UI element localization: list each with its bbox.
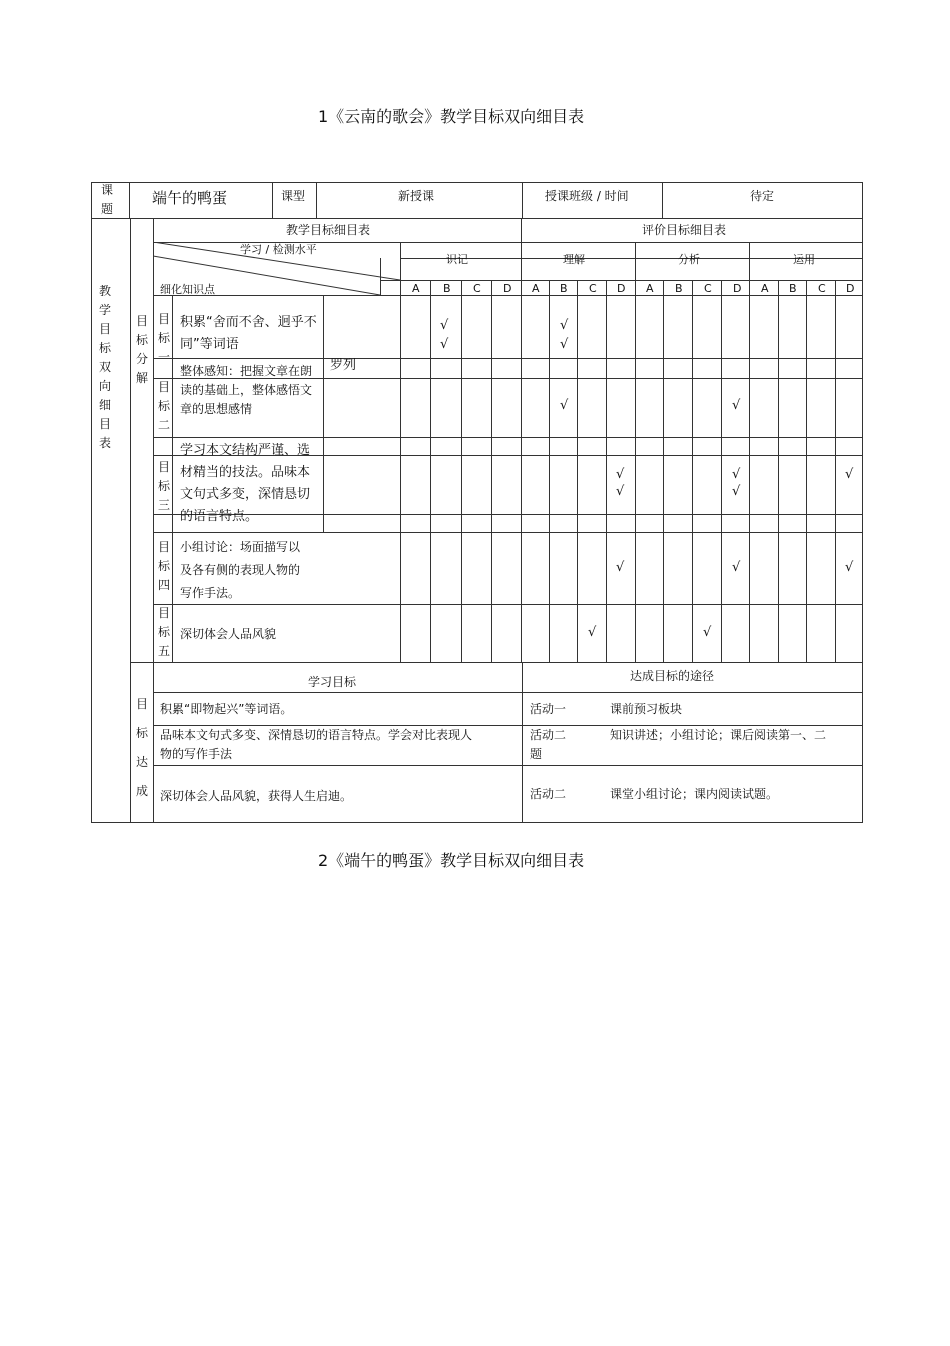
check-mark: √	[703, 625, 712, 640]
achieve-row-2-goal: 品味本文句式多变、深情恳切的语言特点。学会对比表现人物的写作手法	[160, 728, 473, 761]
goal-1-knowledge: 罗列	[330, 358, 357, 373]
achieve-row-3-goal: 深切体会人品风貌，获得人生启迪。	[160, 789, 353, 803]
grade-d-1: D	[503, 282, 512, 295]
grade-d-2: D	[617, 282, 626, 295]
achieve-goal-header: 学习目标	[308, 675, 357, 689]
grade-c-3: C	[704, 282, 712, 295]
level-header: 学习 / 检测水平	[240, 243, 317, 256]
grade-d-3: D	[733, 282, 742, 295]
check-mark: √	[845, 467, 854, 482]
check-mark: √	[440, 337, 449, 352]
goal-3-name: 目标三	[157, 460, 170, 512]
class-label: 授课班级 / 时间	[545, 189, 629, 203]
topic-label: 课题	[100, 183, 113, 216]
grade-a-2: A	[532, 282, 540, 295]
achieve-row-1-goal: 积累“即物起兴”等词语。	[160, 702, 293, 716]
level-recall: 识记	[446, 253, 468, 266]
achieve-row-3-path: 课堂小组讨论；课内阅读试题。	[610, 787, 779, 801]
check-mark: √	[616, 484, 625, 499]
page-title: 1《云南的歌会》教学目标双向细目表	[318, 107, 585, 126]
class-value: 待定	[750, 189, 775, 203]
grade-a-4: A	[761, 282, 769, 295]
grade-c-2: C	[589, 282, 597, 295]
check-mark: √	[732, 560, 741, 575]
check-mark: √	[616, 467, 625, 482]
achieve-row-2-path: 知识讲述；小组讨论；课后阅读第一、二题	[530, 728, 827, 761]
grade-d-4: D	[846, 282, 855, 295]
check-mark: √	[560, 318, 569, 333]
level-analyze: 分析	[678, 253, 700, 266]
grade-a-3: A	[646, 282, 654, 295]
check-mark: √	[845, 560, 854, 575]
achieve-row-1-path: 课前预习板块	[610, 702, 683, 716]
goal-1-text: 积累“舍而不舍、迥乎不同”等词语	[180, 315, 317, 352]
achieve-row-2-activity: 活动二	[530, 728, 567, 742]
check-mark: √	[588, 625, 597, 640]
topic-value: 端午的鸭蛋	[152, 189, 228, 207]
check-mark: √	[440, 318, 449, 333]
grade-a-1: A	[412, 282, 420, 295]
eval-detail-header: 评价目标细目表	[642, 223, 727, 237]
check-mark: √	[616, 560, 625, 575]
teach-detail-header: 教学目标细目表	[286, 223, 371, 237]
level-apply: 运用	[793, 253, 815, 266]
sub-label: 目标分解	[135, 314, 148, 385]
goal-4-name: 目标四	[157, 540, 170, 592]
goal-5-name: 目标五	[157, 606, 170, 658]
goal-1-name: 目标一	[157, 312, 170, 364]
check-mark: √	[732, 484, 741, 499]
grade-b-3: B	[675, 282, 683, 295]
level-understand: 理解	[563, 253, 585, 266]
achieve-row-1-activity: 活动一	[530, 702, 567, 716]
achieve-row-3-activity: 活动二	[530, 787, 567, 801]
achieve-side-label: 目标达成	[135, 697, 148, 798]
check-mark: √	[560, 398, 569, 413]
goal-4-text: 小组讨论：场面描写以及各有侧的表现人物的写作手法。	[180, 540, 301, 600]
check-mark: √	[732, 467, 741, 482]
check-mark: √	[732, 398, 741, 413]
type-label: 课型	[281, 189, 306, 203]
page-title-second: 2《端午的鸭蛋》教学目标双向细目表	[318, 851, 585, 870]
grade-c-4: C	[818, 282, 826, 295]
type-value: 新授课	[398, 189, 435, 203]
grade-c-1: C	[473, 282, 481, 295]
goal-2-text: 整体感知：把握文章在朗读的基础上，整体感悟文章的思想感情	[180, 364, 313, 416]
goal-2-name: 目标二	[157, 380, 170, 432]
knowledge-col-header: 细化知识点	[160, 283, 215, 296]
goal-5-text: 深切体会人品风貌	[180, 627, 277, 641]
side-label: 教学目标双向细目表	[98, 284, 111, 450]
grade-b-4: B	[789, 282, 797, 295]
grade-b-1: B	[443, 282, 451, 295]
check-mark: √	[560, 337, 569, 352]
grade-b-2: B	[560, 282, 568, 295]
goal-3-text: 学习本文结构严谨、选材精当的技法。品味本文句式多变，深情恳切的语言特点。	[180, 443, 311, 524]
achieve-path-header: 达成目标的途径	[630, 669, 715, 683]
